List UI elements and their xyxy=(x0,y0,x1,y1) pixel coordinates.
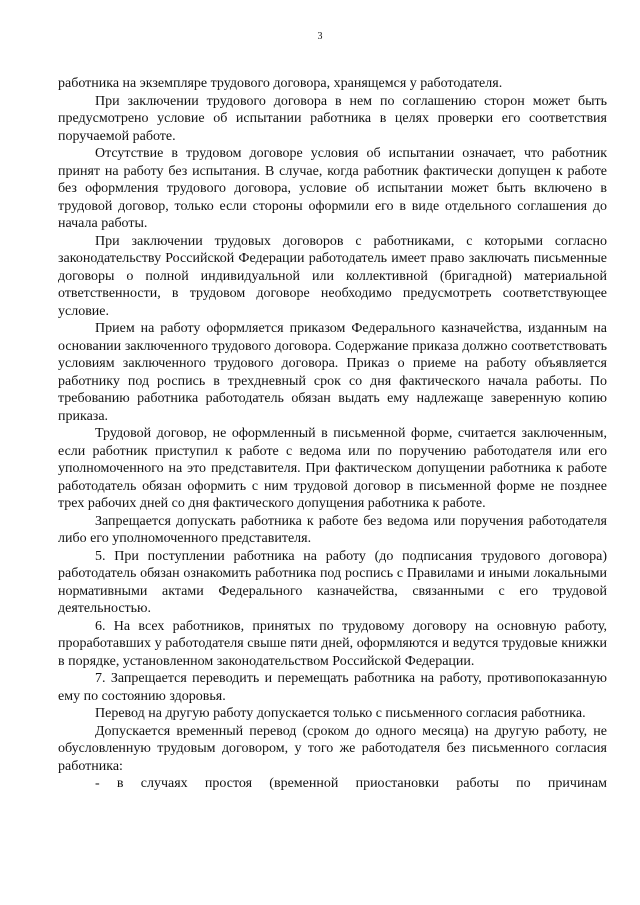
paragraph-downtime-case: - в случаях простоя (временной приостановки работы по причинам xyxy=(95,776,607,791)
document-body xyxy=(58,75,607,793)
paragraph-material-liability: При заключении трудовых договоров с работниками, с которыми согласно законодательству Российской Федерации работодатель имеет право заключать письменные договоры о полной индивидуальной или коллективной (бригадной) материальной ответственности, в трудовом договоре необходимо предусмотреть соответствующее условие. xyxy=(58,233,607,319)
paragraph-admission-prohibited: Запрещается допускать работника к работе без ведома или поручения работодателя либо его уполномоченного представителя. xyxy=(58,513,607,546)
paragraph-transfer-consent: Перевод на другую работу допускается только с письменного согласия работника. xyxy=(95,706,586,721)
paragraph-temporary-transfer: Допускается временный перевод (сроком до одного месяца) на другую работу, не обусловленную трудовым договором, у того же работодателя без письменного согласия работника: xyxy=(58,723,607,774)
paragraph-probation-condition: При заключении трудового договора в нем по соглашению сторон может быть предусмотрено условие об испытании работника в целях проверки его соответствия поручаемой работе. xyxy=(58,93,607,144)
paragraph-unwritten-contract: Трудовой договор, не оформленный в письменной форме, считается заключенным, если работник приступил к работе с ведома или по поручению работодателя или его уполномоченного на это представителя. При фактическом допущении работника к работе работодатель обязан оформить с ним трудовой договор в письменной форме не позднее трех рабочих дней со дня фактического допущения работника к работе. xyxy=(58,426,607,511)
paragraph-item-7: 7. Запрещается переводить и перемещать работника на работу, противопоказанную ему по состоянию здоровья. xyxy=(58,671,607,704)
paragraph-item-5: 5. При поступлении работника на работу (до подписания трудового договора) работодатель обязан ознакомить работника под роспись с Правилами и иными локальными нормативными актами Федерального казначейства, связанными с его трудовой деятельностью. xyxy=(58,548,607,616)
paragraph-item-6: 6. На всех работников, принятых по трудовому договору на основную работу, проработавших у работодателя свыше пяти дней, оформляются и ведутся трудовые книжки в порядке, установленном законодательством Российской Федерации. xyxy=(58,618,607,669)
paragraph-no-probation: Отсутствие в трудовом договоре условия об испытании означает, что работник принят на работу без испытания. В случае, когда работник фактически допущен к работе без оформления трудового договора, условие об испытании может быть включено в трудовой договор, только если стороны оформили его в виде отдельного соглашения до начала работы. xyxy=(58,146,607,231)
paragraph-hiring-order: Прием на работу оформляется приказом Федерального казначейства, изданным на основании заключенного трудового договора. Содержание приказа должно соответствовать условиям заключенного трудового договора. Приказ о приеме на работу объявляется работнику под роспись в трехдневный срок со дня фактического начала работы. По требованию работника работодатель обязан выдать ему надлежаще заверенную копию приказа. xyxy=(58,321,607,424)
paragraph-continuation: работника на экземпляре трудового договора, хранящемся у работодателя. xyxy=(58,76,503,91)
page-number: 3 xyxy=(317,31,323,42)
